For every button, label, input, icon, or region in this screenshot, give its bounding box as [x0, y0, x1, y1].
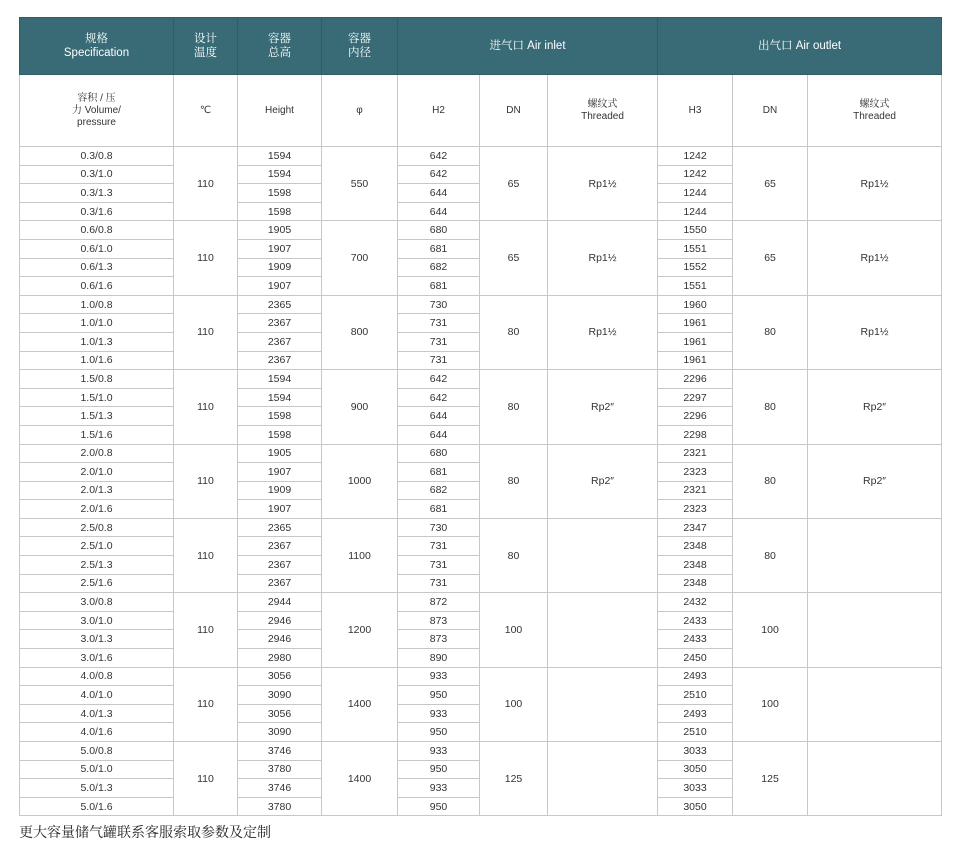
footnote: 更大容量储气罐联系客服索取参数及定制: [19, 825, 271, 841]
spec-cell: 1.5/1.6: [20, 425, 174, 444]
threaded-inlet-cell: [548, 742, 658, 816]
design-temp-cell: 110: [174, 742, 238, 816]
design-temp-cell: 110: [174, 518, 238, 592]
height-cell: 1594: [238, 388, 322, 407]
spec-cell: 3.0/0.8: [20, 593, 174, 612]
dn-outlet-cell: 65: [733, 147, 808, 221]
dn-outlet-cell: 80: [733, 295, 808, 369]
height-cell: 1909: [238, 481, 322, 500]
spec-cell: 0.6/0.8: [20, 221, 174, 240]
spec-cell: 4.0/1.6: [20, 723, 174, 742]
h3-cell: 3033: [658, 779, 733, 798]
threaded-inlet-cell: Rp2″: [548, 444, 658, 518]
diameter-cell: 900: [322, 370, 398, 444]
h2-cell: 731: [398, 332, 480, 351]
h2-cell: 682: [398, 258, 480, 277]
spec-cell: 1.5/1.0: [20, 388, 174, 407]
spec-cell: 3.0/1.6: [20, 649, 174, 668]
threaded-outlet-cell: Rp2″: [808, 444, 942, 518]
h3-cell: 2348: [658, 537, 733, 556]
spec-cell: 0.3/1.3: [20, 184, 174, 203]
h3-cell: 2510: [658, 686, 733, 705]
spec-cell: 3.0/1.0: [20, 611, 174, 630]
h3-cell: 2348: [658, 556, 733, 575]
dn-inlet-cell: 80: [480, 370, 548, 444]
header-air-inlet: 进气口 Air inlet: [398, 18, 658, 75]
header-row-top: [20, 18, 942, 75]
dn-outlet-cell: 80: [733, 444, 808, 518]
height-cell: 1907: [238, 463, 322, 482]
design-temp-cell: 110: [174, 221, 238, 295]
spec-cell: 1.0/1.6: [20, 351, 174, 370]
h3-cell: 1960: [658, 295, 733, 314]
spec-cell: 2.0/1.3: [20, 481, 174, 500]
table-row: [20, 742, 942, 761]
dn-inlet-cell: 100: [480, 667, 548, 741]
height-cell: 1909: [238, 258, 322, 277]
table-row: [20, 221, 942, 240]
header-vessel-diameter: 容器 内径: [322, 18, 398, 75]
h3-cell: 2432: [658, 593, 733, 612]
dn-outlet-cell: 125: [733, 742, 808, 816]
diameter-cell: 1200: [322, 593, 398, 667]
h3-cell: 2493: [658, 704, 733, 723]
height-cell: 3746: [238, 779, 322, 798]
dn-outlet-cell: 80: [733, 370, 808, 444]
diameter-cell: 800: [322, 295, 398, 369]
header-dn-inlet: DN: [480, 75, 548, 147]
table-row: [20, 518, 942, 537]
height-cell: 2980: [238, 649, 322, 668]
height-cell: 3746: [238, 742, 322, 761]
h2-cell: 933: [398, 742, 480, 761]
h3-cell: 2321: [658, 444, 733, 463]
height-cell: 1598: [238, 425, 322, 444]
threaded-outlet-cell: [808, 742, 942, 816]
h2-cell: 644: [398, 425, 480, 444]
h2-cell: 681: [398, 463, 480, 482]
h3-cell: 3050: [658, 760, 733, 779]
table-row: [20, 295, 942, 314]
spec-cell: 1.0/1.0: [20, 314, 174, 333]
header-h2: H2: [398, 75, 480, 147]
design-temp-cell: 110: [174, 667, 238, 741]
spec-cell: 0.6/1.6: [20, 277, 174, 296]
height-cell: 1594: [238, 147, 322, 166]
dn-outlet-cell: 80: [733, 518, 808, 592]
h2-cell: 933: [398, 779, 480, 798]
dn-inlet-cell: 100: [480, 593, 548, 667]
diameter-cell: 550: [322, 147, 398, 221]
header-specification: 规格 Specification: [20, 18, 174, 75]
h2-cell: 682: [398, 481, 480, 500]
height-cell: 3056: [238, 704, 322, 723]
diameter-cell: 1400: [322, 667, 398, 741]
h3-cell: 1961: [658, 332, 733, 351]
h2-cell: 950: [398, 797, 480, 816]
h3-cell: 2296: [658, 407, 733, 426]
spec-cell: 1.0/0.8: [20, 295, 174, 314]
height-cell: 3780: [238, 760, 322, 779]
h2-cell: 933: [398, 667, 480, 686]
threaded-inlet-cell: [548, 667, 658, 741]
table-row: [20, 444, 942, 463]
h3-cell: 1551: [658, 239, 733, 258]
height-cell: 1905: [238, 444, 322, 463]
spec-cell: 5.0/1.6: [20, 797, 174, 816]
h2-cell: 950: [398, 686, 480, 705]
h2-cell: 642: [398, 147, 480, 166]
height-cell: 2944: [238, 593, 322, 612]
h3-cell: 1552: [658, 258, 733, 277]
h2-cell: 642: [398, 165, 480, 184]
h3-cell: 2296: [658, 370, 733, 389]
height-cell: 1594: [238, 370, 322, 389]
threaded-inlet-cell: Rp2″: [548, 370, 658, 444]
h2-cell: 730: [398, 518, 480, 537]
threaded-inlet-cell: Rp1½: [548, 221, 658, 295]
spec-cell: 2.0/1.0: [20, 463, 174, 482]
h2-cell: 642: [398, 388, 480, 407]
threaded-inlet-cell: [548, 593, 658, 667]
height-cell: 1598: [238, 202, 322, 221]
h2-cell: 731: [398, 574, 480, 593]
h2-cell: 873: [398, 611, 480, 630]
h3-cell: 2433: [658, 611, 733, 630]
design-temp-cell: 110: [174, 147, 238, 221]
h3-cell: 2510: [658, 723, 733, 742]
h2-cell: 731: [398, 314, 480, 333]
dn-outlet-cell: 100: [733, 667, 808, 741]
h2-cell: 644: [398, 202, 480, 221]
h2-cell: 872: [398, 593, 480, 612]
threaded-outlet-cell: Rp2″: [808, 370, 942, 444]
diameter-cell: 700: [322, 221, 398, 295]
threaded-inlet-cell: Rp1½: [548, 147, 658, 221]
dn-inlet-cell: 80: [480, 295, 548, 369]
h2-cell: 933: [398, 704, 480, 723]
design-temp-cell: 110: [174, 593, 238, 667]
spec-cell: 3.0/1.3: [20, 630, 174, 649]
h3-cell: 2297: [658, 388, 733, 407]
h2-cell: 890: [398, 649, 480, 668]
table-row: [20, 147, 942, 166]
h2-cell: 680: [398, 221, 480, 240]
height-cell: 2367: [238, 556, 322, 575]
spec-cell: 2.0/1.6: [20, 500, 174, 519]
h2-cell: 642: [398, 370, 480, 389]
h3-cell: 1551: [658, 277, 733, 296]
h2-cell: 950: [398, 723, 480, 742]
spec-cell: 5.0/0.8: [20, 742, 174, 761]
h3-cell: 2323: [658, 500, 733, 519]
header-design-temp: 设计 温度: [174, 18, 238, 75]
spec-cell: 4.0/0.8: [20, 667, 174, 686]
header-row-sub: [20, 75, 942, 147]
spec-cell: 1.5/1.3: [20, 407, 174, 426]
height-cell: 2367: [238, 314, 322, 333]
height-cell: 2367: [238, 574, 322, 593]
spec-cell: 2.0/0.8: [20, 444, 174, 463]
spec-cell: 2.5/1.3: [20, 556, 174, 575]
height-cell: 3090: [238, 723, 322, 742]
h3-cell: 2493: [658, 667, 733, 686]
spec-cell: 0.3/0.8: [20, 147, 174, 166]
h2-cell: 644: [398, 407, 480, 426]
design-temp-cell: 110: [174, 370, 238, 444]
h3-cell: 1961: [658, 314, 733, 333]
threaded-outlet-cell: Rp1½: [808, 147, 942, 221]
header-volume-pressure: 容积 / 压 力 Volume/ pressure: [20, 75, 174, 147]
h3-cell: 2348: [658, 574, 733, 593]
h2-cell: 731: [398, 537, 480, 556]
diameter-cell: 1100: [322, 518, 398, 592]
dn-outlet-cell: 65: [733, 221, 808, 295]
header-air-outlet: 出气口 Air outlet: [658, 18, 942, 75]
height-cell: 1907: [238, 277, 322, 296]
h2-cell: 644: [398, 184, 480, 203]
h3-cell: 1244: [658, 202, 733, 221]
dn-inlet-cell: 65: [480, 221, 548, 295]
height-cell: 3090: [238, 686, 322, 705]
dn-inlet-cell: 80: [480, 518, 548, 592]
height-cell: 1598: [238, 184, 322, 203]
h3-cell: 1244: [658, 184, 733, 203]
h3-cell: 1242: [658, 165, 733, 184]
spec-cell: 0.3/1.0: [20, 165, 174, 184]
h2-cell: 950: [398, 760, 480, 779]
table-body: [20, 147, 942, 816]
height-cell: 3780: [238, 797, 322, 816]
dn-inlet-cell: 80: [480, 444, 548, 518]
header-dn-outlet: DN: [733, 75, 808, 147]
threaded-outlet-cell: Rp1½: [808, 221, 942, 295]
threaded-outlet-cell: [808, 518, 942, 592]
height-cell: 1905: [238, 221, 322, 240]
spec-cell: 2.5/0.8: [20, 518, 174, 537]
spec-cell: 4.0/1.0: [20, 686, 174, 705]
height-cell: 1907: [238, 239, 322, 258]
height-cell: 2367: [238, 537, 322, 556]
h3-cell: 1550: [658, 221, 733, 240]
diameter-cell: 1000: [322, 444, 398, 518]
header-temp-unit: ℃: [174, 75, 238, 147]
spec-cell: 2.5/1.6: [20, 574, 174, 593]
h2-cell: 681: [398, 500, 480, 519]
height-cell: 3056: [238, 667, 322, 686]
h3-cell: 1961: [658, 351, 733, 370]
height-cell: 2365: [238, 518, 322, 537]
dn-inlet-cell: 65: [480, 147, 548, 221]
spec-cell: 1.0/1.3: [20, 332, 174, 351]
threaded-outlet-cell: [808, 593, 942, 667]
height-cell: 2946: [238, 630, 322, 649]
h2-cell: 680: [398, 444, 480, 463]
height-cell: 2946: [238, 611, 322, 630]
h3-cell: 2298: [658, 425, 733, 444]
table-row: [20, 593, 942, 612]
height-cell: 2367: [238, 332, 322, 351]
h3-cell: 2433: [658, 630, 733, 649]
h2-cell: 873: [398, 630, 480, 649]
height-cell: 2365: [238, 295, 322, 314]
h3-cell: 1242: [658, 147, 733, 166]
spec-table: [19, 17, 942, 816]
header-height: Height: [238, 75, 322, 147]
dn-outlet-cell: 100: [733, 593, 808, 667]
h3-cell: 2450: [658, 649, 733, 668]
h2-cell: 731: [398, 556, 480, 575]
spec-cell: 0.6/1.3: [20, 258, 174, 277]
spec-cell: 0.6/1.0: [20, 239, 174, 258]
dn-inlet-cell: 125: [480, 742, 548, 816]
height-cell: 1598: [238, 407, 322, 426]
design-temp-cell: 110: [174, 444, 238, 518]
h3-cell: 3033: [658, 742, 733, 761]
height-cell: 1594: [238, 165, 322, 184]
header-threaded-inlet: 螺纹式 Threaded: [548, 75, 658, 147]
spec-cell: 2.5/1.0: [20, 537, 174, 556]
h3-cell: 2347: [658, 518, 733, 537]
diameter-cell: 1400: [322, 742, 398, 816]
header-threaded-outlet: 螺纹式 Threaded: [808, 75, 942, 147]
h2-cell: 681: [398, 277, 480, 296]
header-phi: φ: [322, 75, 398, 147]
threaded-inlet-cell: [548, 518, 658, 592]
spec-cell: 4.0/1.3: [20, 704, 174, 723]
header-h3: H3: [658, 75, 733, 147]
height-cell: 1907: [238, 500, 322, 519]
threaded-outlet-cell: [808, 667, 942, 741]
h2-cell: 731: [398, 351, 480, 370]
threaded-outlet-cell: Rp1½: [808, 295, 942, 369]
h2-cell: 681: [398, 239, 480, 258]
table-row: [20, 370, 942, 389]
h3-cell: 2321: [658, 481, 733, 500]
spec-cell: 5.0/1.0: [20, 760, 174, 779]
h3-cell: 3050: [658, 797, 733, 816]
h2-cell: 730: [398, 295, 480, 314]
header-vessel-height: 容器 总高: [238, 18, 322, 75]
spec-cell: 5.0/1.3: [20, 779, 174, 798]
spec-cell: 1.5/0.8: [20, 370, 174, 389]
design-temp-cell: 110: [174, 295, 238, 369]
table-row: [20, 667, 942, 686]
h3-cell: 2323: [658, 463, 733, 482]
threaded-inlet-cell: Rp1½: [548, 295, 658, 369]
spec-cell: 0.3/1.6: [20, 202, 174, 221]
height-cell: 2367: [238, 351, 322, 370]
